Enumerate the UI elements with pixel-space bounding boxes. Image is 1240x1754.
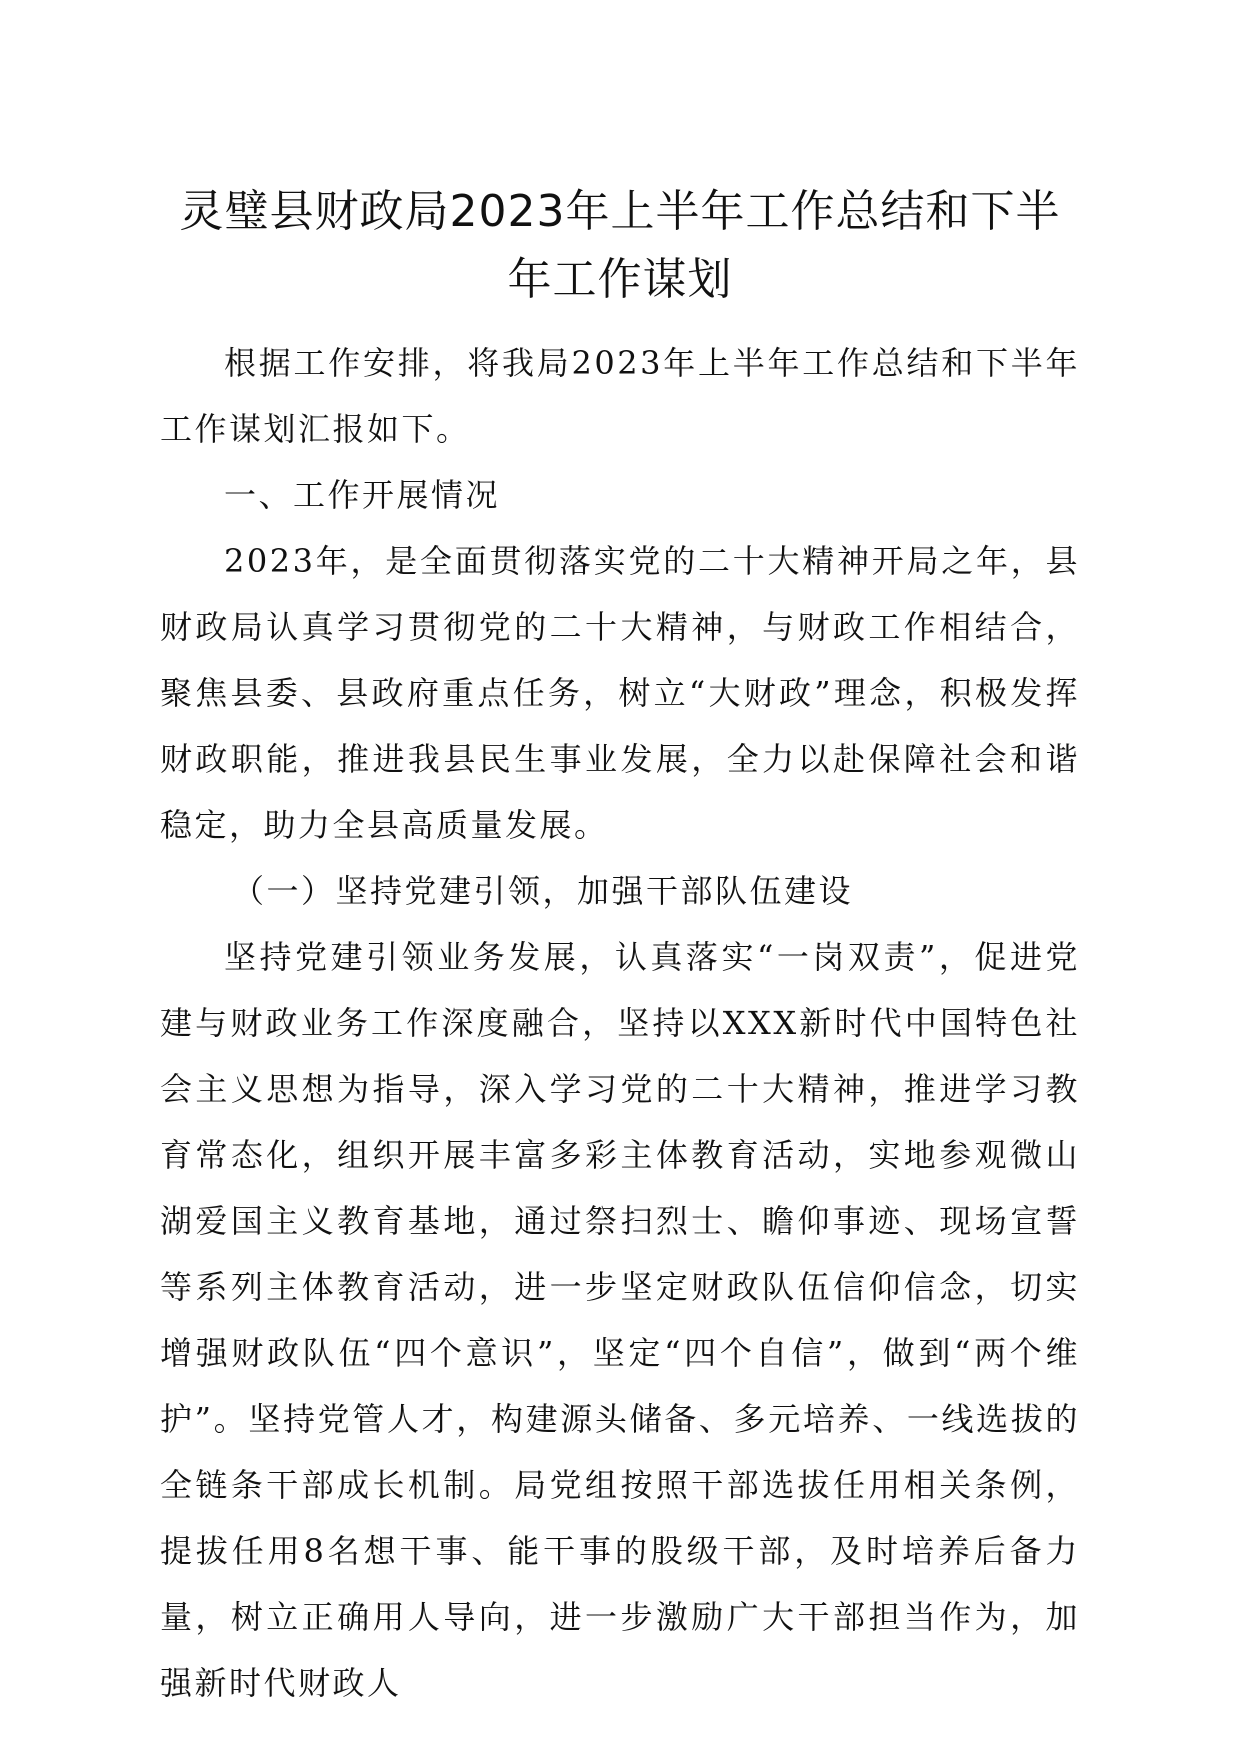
- document-title: [150, 178, 1090, 314]
- subsection-paragraph-party-building: 坚持党建引领业务发展，认真落实“一岗双责”，促进党建与财政业务工作深度融合，坚持以XXX新时代中国特色社会主义思想为指导，深入学习党的二十大精神，推进学习教育常态化，组织开展丰富多彩主体教育活动，实地参观微山湖爱国主义教育基地，通过祭扫烈士、瞻仰事迹、现场宣誓等系列主体教育活动，进一步坚定财政队伍信仰信念，切实增强财政队伍“四个意识”，坚定“四个自信”，做到“两个维护”。坚持党管人才，构建源头储备、多元培养、一线选拔的全链条干部成长机制。局党组按照干部选拔任用相关条例，提拔任用8名想干事、能干事的股级干部，及时培养后备力量，树立正确用人导向，进一步激励广大干部担当作为，加强新时代财政人: [160, 938, 1080, 1702]
- document-title-line-1: 灵璧县财政局2023年上半年工作总结和下半: [179, 186, 1061, 237]
- section-heading-work-progress: 一、工作开展情况: [224, 476, 501, 514]
- subsection-heading-party-building: （一）坚持党建引领，加强干部队伍建设: [232, 872, 854, 910]
- intro-paragraph: 根据工作安排，将我局2023年上半年工作总结和下半年工作谋划汇报如下。: [160, 344, 1080, 448]
- document-body: [160, 330, 1080, 1716]
- section-paragraph-overview: 2023年，是全面贯彻落实党的二十大精神开局之年，县财政局认真学习贯彻党的二十大精神，与财政工作相结合，聚焦县委、县政府重点任务，树立“大财政”理念，积极发挥财政职能，推进我县民生事业发展，全力以赴保障社会和谐稳定，助力全县高质量发展。: [160, 542, 1080, 844]
- document-title-line-2: 年工作谋划: [507, 254, 733, 305]
